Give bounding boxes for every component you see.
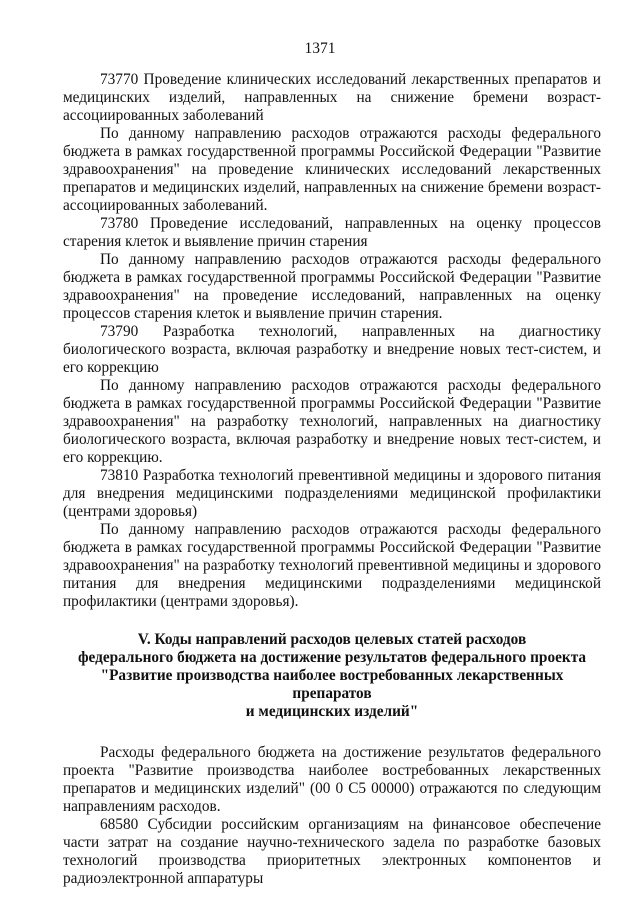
section-heading	[63, 631, 601, 721]
document-body	[63, 71, 601, 888]
paragraph-73770-description: По данному направлению расходов отражаются расходы федерального бюджета в рамках государственной программы Российской Федерации "Развитие здравоохранения" на проведение клинических исследований лекарственных препаратов и медицинских изделий, направленных на снижение бремени возраст-ассоциированных заболеваний.	[63, 125, 601, 214]
section-heading-line: V. Коды направлений расходов целевых статей расходов	[137, 631, 527, 648]
page-number: 1371	[304, 40, 336, 57]
section-heading-line: и медицинских изделий"	[245, 703, 419, 720]
section-heading-line: федерального бюджета на достижение результатов федерального проекта	[77, 649, 587, 666]
paragraph-73790-title: 73790 Разработка технологий, направленных на диагностику биологического возраста, включая разработку и внедрение новых тест-систем, и его коррекцию	[63, 323, 601, 376]
paragraph-73810-title: 73810 Разработка технологий превентивной медицины и здорового питания для внедрения медицинскими подразделениями медицинской профилактики (центрами здоровья)	[63, 467, 601, 520]
paragraph-73790-description: По данному направлению расходов отражаются расходы федерального бюджета в рамках государственной программы Российской Федерации "Развитие здравоохранения" на разработку технологий, направленных на диагностику биологического возраста, включая разработку и внедрение новых тест-систем, и его коррекцию.	[63, 377, 601, 466]
paragraph-73780-title: 73780 Проведение исследований, направленных на оценку процессов старения клеток и выявление причин старения	[63, 215, 601, 250]
section-intro-paragraph: Расходы федерального бюджета на достижение результатов федерального проекта "Развитие производства наиболее востребованных лекарственных препаратов и медицинских изделий" (00 0 С5 00000) отражаются по следующим направлениям расходов.	[63, 744, 601, 815]
paragraph-68580-title: 68580 Субсидии российским организациям на финансовое обеспечение части затрат на создание научно-технического задела по разработке базовых технологий производства приоритетных электронных компонентов и радиоэлектронной аппаратуры	[63, 816, 601, 887]
paragraph-73780-description: По данному направлению расходов отражаются расходы федерального бюджета в рамках государственной программы Российской Федерации "Развитие здравоохранения" на проведение исследований, направленных на оценку процессов старения клеток и выявление причин старения.	[63, 251, 601, 322]
paragraph-73810-description: По данному направлению расходов отражаются расходы федерального бюджета в рамках государственной программы Российской Федерации "Развитие здравоохранения" на разработку технологий превентивной медицины и здорового питания для внедрения медицинскими подразделениями медицинской профилактики (центрами здоровья).	[63, 521, 601, 610]
paragraph-73770-title: 73770 Проведение клинических исследований лекарственных препаратов и медицинских изделий, направленных на снижение бремени возраст-ассоциированных заболеваний	[63, 71, 601, 124]
section-heading-line: "Развитие производства наиболее востребованных лекарственных препаратов	[100, 667, 564, 702]
